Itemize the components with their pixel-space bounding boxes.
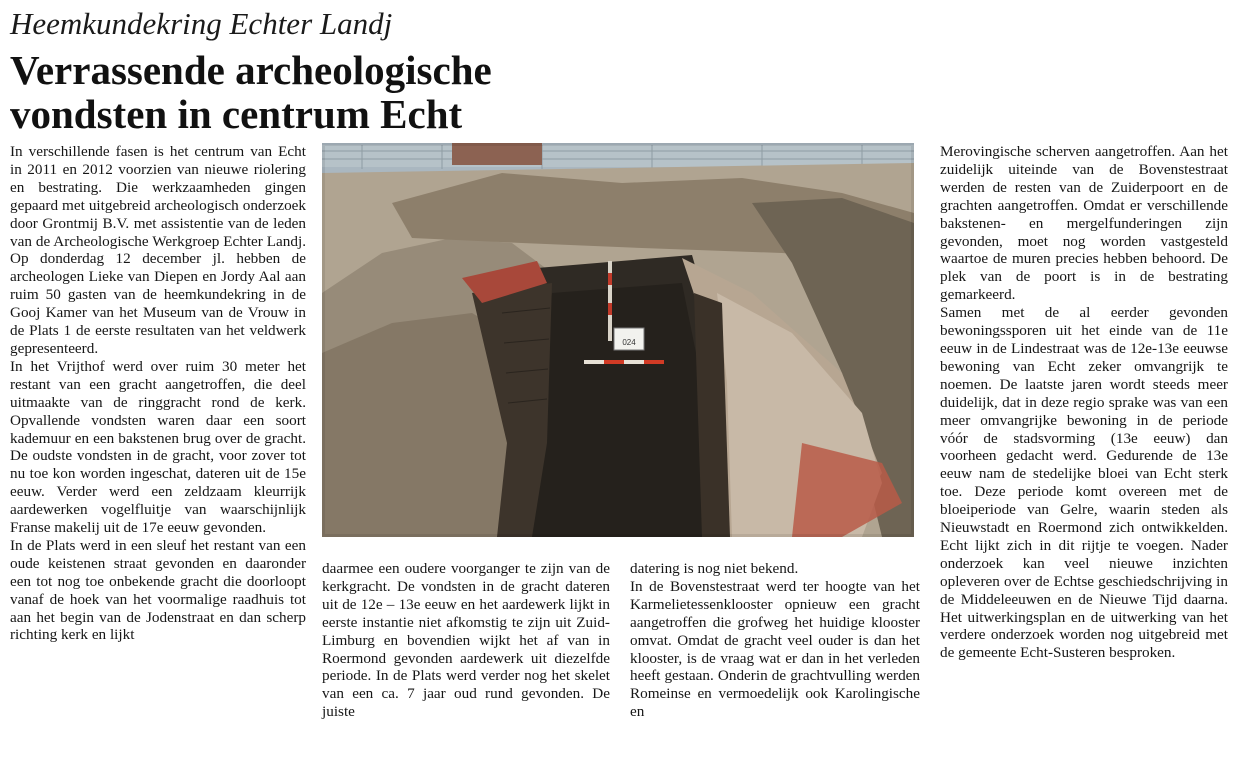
headline-line-1: Verrassende archeologische: [10, 47, 492, 93]
paragraph: In het Vrijthof werd over ruim 30 meter het restant van een gracht aangetroffen, die deel uitmaakte van de ringgracht rond de kerk. Opvallende vondsten waren daar een soort kademuur en een bakstenen brug over de gracht. De oudste vondsten in de gracht, voor zover tot nu toe kon worden ingeschat, dateren uit de 15e eeuw. Verder werd een zeldzaam kleurrijk aardewerken vogelfluitje van waarschijnlijk Franse makelij uit de 17e eeuw gevonden.: [10, 357, 306, 537]
article-column-1: [10, 143, 306, 644]
headline: [10, 48, 492, 136]
headline-line-2: vondsten in centrum Echt: [10, 91, 463, 137]
excavation-photo: [322, 143, 914, 537]
article-column-4: [940, 143, 1228, 662]
paragraph: In verschillende fasen is het centrum van Echt in 2011 en 2012 voorzien van nieuwe riolering en bestrating. Die werkzaamheden gingen gepaard met uitgebreid archeologisch onderzoek door Grontmij B.V. met assistentie van de leden van de Archeologische Werkgroep Echter Landj. Op donderdag 12 december jl. hebben de archeologen Lieke van Diepen en Jordy Aal aan ruim 50 gasten van de heemkundekring in de Gooj Kamer van het Museum van de Vrouw in de Plats 1 de eerste resultaten van het veldwerk gepresenteerd.: [10, 143, 306, 357]
paragraph: daarmee een oudere voorganger te zijn van de kerkgracht. De vondsten in de gracht dateren uit de 12e – 13e eeuw en het aardewerk lijkt in eerste instantie niet afkomstig te zijn uit Zuid-Limburg en bovendien wijkt het af van in Roermond gevonden aardewerk uit diezelfde periode. In de Plats werd verder nog het skelet van een ca. 7 jaar oud rund gevonden. De juiste: [322, 560, 610, 721]
paragraph: Merovingische scherven aangetroffen. Aan het zuidelijk uiteinde van de Bovenstestraat werden de resten van de Zuiderpoort en de grachten aangetroffen. Omdat er verschillende bakstenen- en mergelfunderingen zijn gevonden, moet nog worden vastgesteld waartoe de muren precies hebben behoord. De plek van de poort is in de bestrating gemarkeerd.: [940, 143, 1228, 304]
article-column-2: [322, 560, 610, 721]
paragraph: In de Bovenstestraat werd ter hoogte van het Karmelietessenklooster opnieuw een gracht aangetroffen die grofweg het huidige klooster omvat. Omdat de gracht veel ouder is dan het klooster, is de vraag wat er dan in het verleden heeft gestaan. Onderin de grachtvulling werden Romeinse en vermoedelijk ook Karolingische en: [630, 577, 920, 721]
paragraph: datering is nog niet bekend.: [630, 560, 799, 577]
photo-marker-label: 024: [622, 338, 636, 347]
photo-building: [452, 143, 542, 165]
article-column-3: [630, 560, 920, 721]
photo-fence: [322, 145, 914, 167]
kicker: Heemkundekring Echter Landj: [10, 6, 393, 41]
paragraph: Samen met de al eerder gevonden bewoningssporen uit het einde van de 11e eeuw in de Lindestraat was de 12e-13e eeuwse bewoning van Echt zeker omvangrijk te noemen. De laatste jaren wordt steeds meer duidelijk, dat in deze regio sprake was van een meer omvangrijke bewoning in de periode vóór de stadsvorming (13e eeuw) dan voorheen gedacht werd. Gedurende de 13e eeuw nam de stedelijke bloei van Echt sterk toe. Deze periode komt overeen met de bloeiperiode van Gelre, waarin steden als Nieuwstadt en Roermond zich ontwikkelden. Echt lijkt zich in dit rijtje te voegen. Nader onderzoek kan veel nieuwe inzichten opleveren over de Echtse geschiedschrijving in de Middeleeuwen en de Nieuwe Tijd daarna. Het uitwerkingsplan en de uitwerking van het verdere onderzoek worden nog uitgebreid met de gemeente Echt-Susteren besproken.: [940, 304, 1228, 662]
paragraph: In de Plats werd in een sleuf het restant van een oude keistenen straat gevonden en daaronder een tot nog toe onbekende gracht die doorloopt vanaf de hoek van het voormalige raadhuis tot aan het begin van de Jodenstraat en dan scherp richting kerk en lijkt: [10, 536, 306, 644]
